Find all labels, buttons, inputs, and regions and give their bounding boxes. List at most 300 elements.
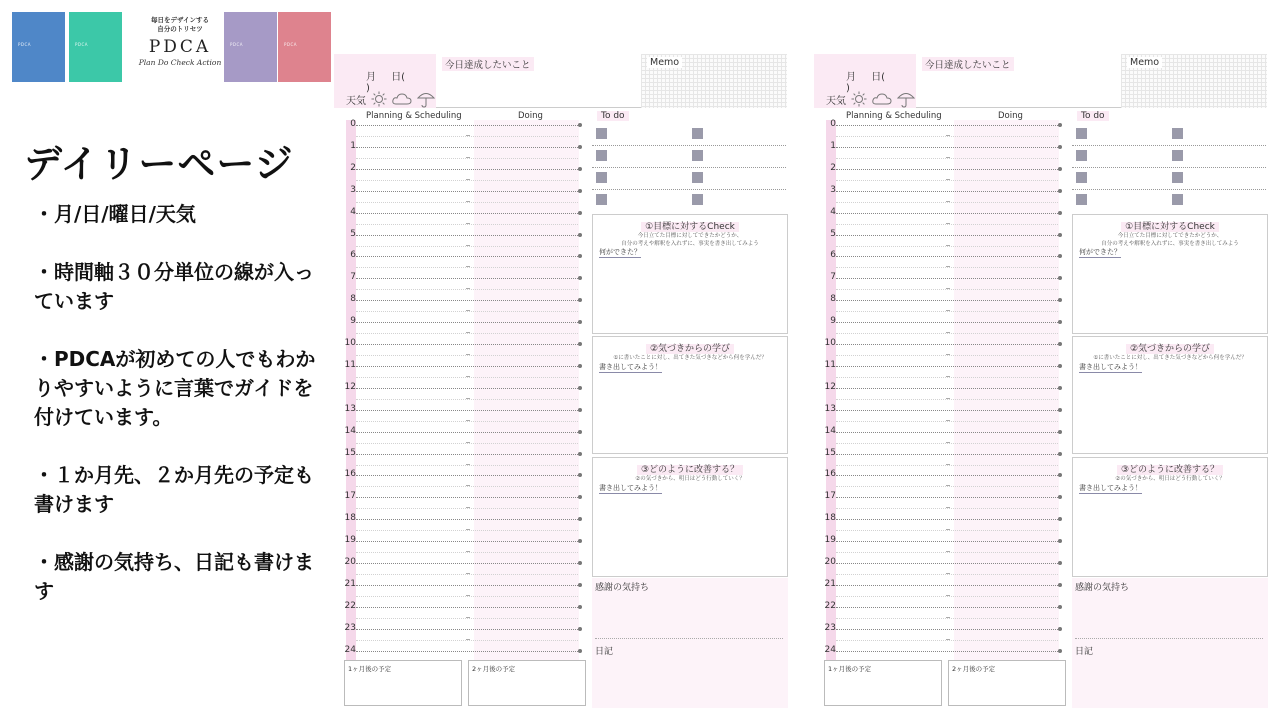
improve-guide: ②の気づきから、明日はどう行動していく？	[1115, 476, 1225, 482]
weekday-close: )	[846, 83, 850, 94]
hour-label: 17	[824, 491, 836, 502]
todo-checkbox[interactable]	[596, 172, 607, 183]
hour-line	[836, 191, 1058, 192]
half-hour-line	[836, 355, 1058, 356]
hour-dot	[1058, 189, 1062, 193]
half-hour-tick	[946, 485, 950, 486]
half-hour-tick	[946, 245, 950, 246]
learning-prompt: 書き出してみよう！	[599, 363, 662, 371]
hour-line	[836, 235, 1058, 236]
todo-checkbox[interactable]	[692, 194, 703, 205]
todo-area	[592, 110, 786, 210]
half-hour-tick	[466, 266, 470, 267]
hour-label: 24	[344, 644, 356, 655]
todo-checkbox[interactable]	[692, 172, 703, 183]
hour-row[interactable]	[814, 491, 1064, 519]
hour-line	[356, 607, 578, 608]
half-hour-line	[836, 618, 1058, 619]
hour-line	[356, 410, 578, 411]
half-hour-tick	[466, 179, 470, 180]
hour-label: 9	[830, 316, 836, 327]
half-hour-tick	[466, 354, 470, 355]
hour-row[interactable]	[334, 184, 584, 213]
half-hour-tick	[466, 617, 470, 618]
half-hour-tick	[946, 551, 950, 552]
hour-row[interactable]	[334, 162, 584, 191]
goal-label: 今日達成したいこと	[442, 57, 534, 71]
hour-label: 8	[350, 294, 356, 305]
half-hour-line	[356, 311, 578, 312]
hour-row[interactable]	[814, 359, 1064, 388]
hour-label: 24	[824, 644, 836, 655]
hour-row[interactable]	[334, 250, 584, 278]
learning-box[interactable]	[592, 336, 788, 454]
half-hour-tick	[946, 464, 950, 465]
cover-blue	[12, 12, 65, 82]
half-hour-tick	[946, 179, 950, 180]
hour-line	[356, 519, 578, 520]
hour-row[interactable]	[334, 557, 584, 585]
hour-dot	[1058, 123, 1062, 127]
hour-row[interactable]	[334, 359, 584, 388]
hour-line	[836, 497, 1058, 498]
memo-label: Memo	[1127, 57, 1162, 68]
two-month-label: 2ヶ月後の予定	[952, 665, 996, 673]
gratitude-label: 感謝の気持ち	[1075, 583, 1130, 593]
hour-dot	[578, 473, 582, 477]
two-months-later-box[interactable]	[468, 660, 586, 706]
cover-purple	[224, 12, 277, 82]
half-hour-line	[836, 399, 1058, 400]
half-hour-line	[356, 508, 578, 509]
half-hour-tick	[466, 310, 470, 311]
hour-label: 1	[830, 140, 836, 151]
hour-dot	[578, 167, 582, 171]
half-hour-tick	[466, 288, 470, 289]
check-guide: 今日立てた目標に対してできたかどうか、 自分の考えや解釈を入れずに、事実を書き出してみよう	[621, 233, 759, 247]
hour-dot	[578, 649, 582, 653]
half-hour-tick	[466, 639, 470, 640]
half-hour-line	[356, 530, 578, 531]
half-hour-line	[356, 202, 578, 203]
weather-label: 天気	[826, 95, 846, 107]
month-label: 月	[366, 72, 376, 83]
hour-label: 22	[344, 600, 356, 611]
half-hour-tick	[946, 442, 950, 443]
hour-label: 0	[830, 119, 836, 129]
hour-label: 7	[350, 272, 356, 283]
hour-grid[interactable]	[814, 54, 1074, 710]
half-hour-tick	[466, 595, 470, 596]
hour-dot	[578, 123, 582, 127]
todo-row	[1072, 146, 1266, 168]
todo-area	[1072, 110, 1266, 210]
hour-row[interactable]	[814, 119, 1064, 147]
hour-dot	[578, 145, 582, 149]
hour-line	[356, 629, 578, 630]
hour-label: 21	[344, 578, 356, 589]
half-hour-line	[836, 486, 1058, 487]
hour-label: 12	[824, 381, 836, 392]
hour-row[interactable]	[334, 381, 584, 410]
hour-label: 18	[344, 513, 356, 524]
hour-label: 2	[350, 162, 356, 173]
todo-checkbox[interactable]	[596, 150, 607, 161]
half-hour-tick	[466, 464, 470, 465]
logo-script: Plan Do Check Action	[138, 58, 222, 67]
half-hour-line	[836, 530, 1058, 531]
hour-row[interactable]	[814, 294, 1064, 322]
hour-dot	[1058, 386, 1062, 390]
todo-checkbox[interactable]	[1172, 172, 1183, 183]
hour-row[interactable]	[814, 250, 1064, 278]
hour-line	[356, 213, 578, 214]
day-label: 日(	[871, 72, 886, 83]
hour-line	[836, 563, 1058, 564]
hour-label: 22	[824, 600, 836, 611]
half-hour-line	[356, 267, 578, 268]
half-hour-line	[356, 465, 578, 466]
half-hour-line	[836, 443, 1058, 444]
half-hour-tick	[466, 398, 470, 399]
half-hour-tick	[946, 332, 950, 333]
planner-page-right	[814, 54, 1269, 710]
hour-line	[836, 454, 1058, 455]
hour-label: 21	[824, 578, 836, 589]
hour-row[interactable]	[334, 469, 584, 497]
todo-checkbox[interactable]	[596, 128, 607, 139]
half-hour-line	[836, 202, 1058, 203]
half-hour-tick	[946, 266, 950, 267]
todo-checkbox[interactable]	[1076, 172, 1087, 183]
half-hour-tick	[946, 595, 950, 596]
half-hour-line	[356, 486, 578, 487]
hour-dot	[1058, 233, 1062, 237]
feature-list	[34, 200, 324, 635]
two-months-later-box[interactable]	[948, 660, 1066, 706]
hour-dot	[578, 298, 582, 302]
todo-label: To do	[1077, 111, 1109, 121]
todo-checkbox[interactable]	[1076, 194, 1087, 205]
todo-row	[592, 124, 786, 146]
feature-item: ・時間軸３０分単位の線が入っています	[34, 260, 314, 313]
half-hour-line	[836, 180, 1058, 181]
hour-label: 4	[350, 206, 356, 217]
hour-row[interactable]	[814, 513, 1064, 541]
hour-row[interactable]	[814, 228, 1064, 257]
improve-title: ③どのように改善する？	[1073, 462, 1267, 475]
hour-row[interactable]	[334, 535, 584, 563]
learning-box[interactable]	[1072, 336, 1268, 454]
hour-row[interactable]	[334, 140, 584, 169]
todo-checkbox[interactable]	[692, 150, 703, 161]
feature-item: ・感謝の気持ち、日記も書けます	[34, 550, 314, 603]
half-hour-line	[356, 552, 578, 553]
hour-dot	[1058, 430, 1062, 434]
gratitude-diary-area[interactable]	[1072, 578, 1268, 708]
todo-row	[592, 168, 786, 190]
half-hour-line	[356, 224, 578, 225]
hour-row[interactable]	[334, 578, 584, 607]
hour-line	[356, 475, 578, 476]
hour-row[interactable]	[814, 140, 1064, 169]
half-hour-line	[836, 136, 1058, 137]
hour-row[interactable]	[334, 206, 584, 235]
hour-grid[interactable]	[334, 54, 594, 710]
half-hour-tick	[466, 223, 470, 224]
hour-row[interactable]	[814, 184, 1064, 213]
todo-checkbox[interactable]	[1172, 150, 1183, 161]
memo-area[interactable]	[641, 54, 787, 108]
check-box[interactable]	[592, 214, 788, 334]
hour-line	[356, 191, 578, 192]
one-month-later-box[interactable]	[344, 660, 462, 706]
hour-row[interactable]	[334, 622, 584, 651]
hour-dot	[578, 211, 582, 215]
hour-dot	[1058, 298, 1062, 302]
half-hour-line	[836, 421, 1058, 422]
half-hour-tick	[466, 573, 470, 574]
hour-line	[356, 541, 578, 542]
feature-item: ・１か月先、２か月先の予定も書けます	[34, 463, 314, 516]
todo-checkbox[interactable]	[1076, 150, 1087, 161]
hour-row[interactable]	[334, 316, 584, 344]
half-hour-line	[836, 596, 1058, 597]
half-hour-line	[836, 465, 1058, 466]
half-hour-tick	[946, 529, 950, 530]
cover-green	[69, 12, 122, 82]
hour-dot	[578, 189, 582, 193]
memo-area[interactable]	[1121, 54, 1267, 108]
todo-checkbox[interactable]	[692, 128, 703, 139]
learning-title: ②気づきからの学び	[1073, 341, 1267, 354]
hour-label: 10	[344, 338, 356, 348]
hour-line	[356, 454, 578, 455]
hour-dot	[578, 627, 582, 631]
logo-title: PDCA	[148, 37, 212, 57]
hour-row[interactable]	[814, 425, 1064, 454]
half-hour-line	[356, 136, 578, 137]
hour-dot	[578, 495, 582, 499]
logo-line1: 毎日をデザインする	[150, 16, 210, 24]
hour-label: 8	[830, 294, 836, 305]
hour-row[interactable]	[334, 119, 584, 147]
hour-label: 11	[344, 359, 356, 370]
hour-row[interactable]	[814, 578, 1064, 607]
todo-checkbox[interactable]	[1172, 194, 1183, 205]
improve-box[interactable]	[1072, 457, 1268, 577]
divider	[595, 638, 783, 639]
hour-line	[356, 651, 578, 652]
weekday-close: )	[366, 83, 370, 94]
memo-label: Memo	[647, 57, 682, 68]
hour-label: 16	[824, 469, 836, 480]
half-hour-tick	[946, 223, 950, 224]
hour-dot	[578, 233, 582, 237]
doing-label: Doing	[518, 111, 543, 121]
hour-row[interactable]	[334, 425, 584, 454]
hour-dot	[578, 320, 582, 324]
half-hour-line	[836, 224, 1058, 225]
hour-dot	[578, 605, 582, 609]
hour-dot	[578, 583, 582, 587]
half-hour-tick	[466, 135, 470, 136]
check-box[interactable]	[1072, 214, 1268, 334]
month-label: 月	[846, 72, 856, 83]
todo-row	[1072, 168, 1266, 190]
hour-dot	[1058, 342, 1062, 346]
hour-row[interactable]	[334, 272, 584, 300]
hour-label: 13	[824, 403, 836, 414]
hour-dot	[578, 452, 582, 456]
one-month-label: 1ヶ月後の予定	[348, 665, 392, 673]
improve-title: ③どのように改善する？	[593, 462, 787, 475]
todo-row	[1072, 190, 1266, 212]
half-hour-line	[356, 443, 578, 444]
hour-row[interactable]	[814, 469, 1064, 497]
hour-dot	[578, 342, 582, 346]
hour-row[interactable]	[334, 491, 584, 519]
feature-item: ・月/日/曜日/天気	[34, 202, 196, 226]
hour-row[interactable]	[814, 600, 1064, 629]
hour-line	[836, 585, 1058, 586]
half-hour-line	[836, 246, 1058, 247]
hour-row[interactable]	[814, 557, 1064, 585]
half-hour-tick	[466, 551, 470, 552]
learning-prompt: 書き出してみよう！	[1079, 363, 1142, 371]
improve-prompt: 書き出してみよう！	[1079, 484, 1142, 492]
hour-line	[356, 432, 578, 433]
hour-label: 2	[830, 162, 836, 173]
half-hour-tick	[946, 376, 950, 377]
hour-row[interactable]	[334, 447, 584, 476]
cover-pink	[278, 12, 331, 82]
hour-line	[356, 278, 578, 279]
two-month-label: 2ヶ月後の予定	[472, 665, 516, 673]
hour-row[interactable]	[814, 403, 1064, 432]
improve-guide: ②の気づきから、明日はどう行動していく？	[635, 476, 745, 482]
hour-row[interactable]	[814, 162, 1064, 191]
check-prompt: 何ができた？	[599, 248, 641, 256]
hour-dot	[578, 430, 582, 434]
one-month-later-box[interactable]	[824, 660, 942, 706]
hour-dot	[1058, 627, 1062, 631]
cover-text: PDCA	[18, 42, 32, 47]
check-prompt: 何ができた？	[1079, 248, 1121, 256]
todo-row	[592, 190, 786, 212]
hour-line	[836, 475, 1058, 476]
hour-label: 17	[344, 491, 356, 502]
hour-row[interactable]	[334, 600, 584, 629]
cover-text: PDCA	[284, 42, 298, 47]
hour-row[interactable]	[814, 622, 1064, 651]
learning-title: ②気づきからの学び	[593, 341, 787, 354]
hour-line	[356, 585, 578, 586]
hour-row[interactable]	[334, 513, 584, 541]
hour-line	[836, 410, 1058, 411]
half-hour-tick	[466, 332, 470, 333]
improve-prompt: 書き出してみよう！	[599, 484, 662, 492]
feature-item: ・PDCAが初めての人でもわかりやすいように言葉でガイドを付けています。	[34, 347, 316, 429]
hour-label: 5	[830, 228, 836, 239]
hour-dot	[1058, 408, 1062, 412]
hour-dot	[578, 539, 582, 543]
hour-label: 10	[824, 338, 836, 348]
half-hour-line	[836, 311, 1058, 312]
logo-line2: 自分のトリセツ	[157, 25, 203, 33]
hour-row[interactable]	[334, 403, 584, 432]
weather-label: 天気	[346, 95, 366, 107]
hour-label: 20	[344, 557, 356, 567]
hour-label: 23	[824, 622, 836, 633]
hour-row[interactable]	[814, 338, 1064, 366]
half-hour-tick	[946, 157, 950, 158]
improve-box[interactable]	[592, 457, 788, 577]
hour-label: 19	[344, 535, 356, 546]
todo-checkbox[interactable]	[596, 194, 607, 205]
half-hour-line	[356, 640, 578, 641]
covers-row	[12, 12, 330, 82]
half-hour-tick	[946, 639, 950, 640]
half-hour-line	[356, 158, 578, 159]
gratitude-diary-area[interactable]	[592, 578, 788, 708]
hour-dot	[578, 561, 582, 565]
half-hour-line	[356, 421, 578, 422]
divider	[1075, 638, 1263, 639]
page-heading: デイリーページ	[24, 142, 294, 186]
hour-label: 6	[830, 250, 836, 261]
todo-label: To do	[597, 111, 629, 121]
half-hour-line	[836, 333, 1058, 334]
hour-dot	[578, 254, 582, 258]
cover-text: PDCA	[75, 42, 89, 47]
check-title: ①目標に対するCheck	[593, 219, 787, 232]
hour-line	[836, 322, 1058, 323]
learning-guide: ①に書いたことに対し、出てきた気づきなどから何を学んだ？	[1093, 355, 1247, 361]
half-hour-tick	[946, 135, 950, 136]
half-hour-tick	[946, 617, 950, 618]
todo-checkbox[interactable]	[1076, 128, 1087, 139]
half-hour-line	[836, 508, 1058, 509]
hour-label: 3	[830, 184, 836, 195]
hour-row[interactable]	[814, 447, 1064, 476]
hour-row[interactable]	[814, 316, 1064, 344]
hour-dot	[1058, 649, 1062, 653]
hour-row[interactable]	[814, 206, 1064, 235]
half-hour-tick	[466, 157, 470, 158]
hour-label: 11	[824, 359, 836, 370]
hour-line	[836, 519, 1058, 520]
hour-row[interactable]	[814, 381, 1064, 410]
hour-line	[356, 563, 578, 564]
hour-line	[356, 322, 578, 323]
hour-dot	[1058, 211, 1062, 215]
hour-line	[356, 366, 578, 367]
hour-label: 0	[350, 119, 356, 129]
hour-row[interactable]	[334, 228, 584, 257]
hour-row[interactable]	[814, 272, 1064, 300]
half-hour-tick	[946, 310, 950, 311]
hour-line	[836, 541, 1058, 542]
half-hour-tick	[946, 507, 950, 508]
planning-label: Planning & Scheduling	[366, 111, 462, 121]
hour-line	[356, 125, 578, 126]
hour-row[interactable]	[334, 294, 584, 322]
hour-row[interactable]	[814, 535, 1064, 563]
todo-checkbox[interactable]	[1172, 128, 1183, 139]
hour-row[interactable]	[334, 338, 584, 366]
half-hour-tick	[946, 420, 950, 421]
